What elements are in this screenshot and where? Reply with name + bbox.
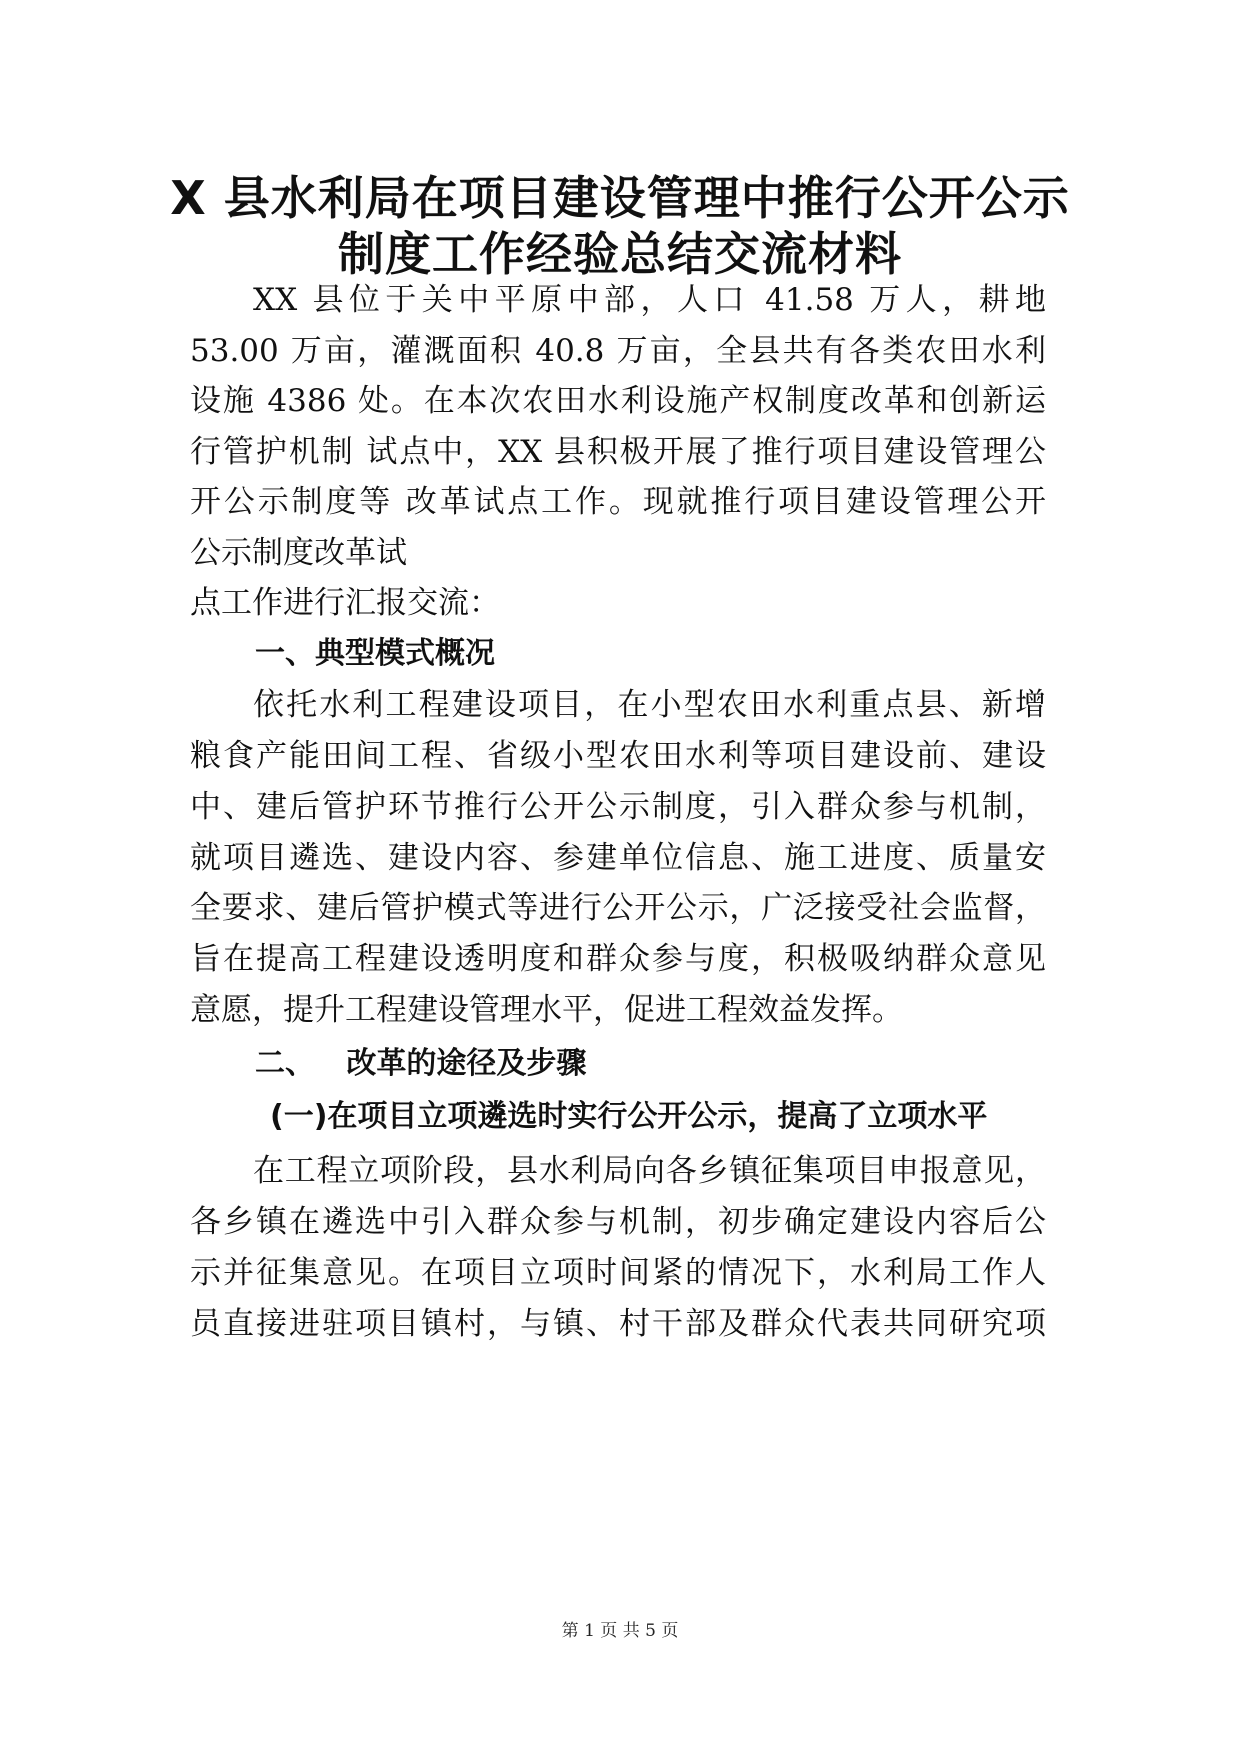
section-1-line: 依托水利工程建设项目，在小型农田水利重点县、新增 <box>253 687 1046 723</box>
section-1-line: 旨在提高工程建设透明度和群众参与度，积极吸纳群众意见 <box>190 941 1046 977</box>
section-1-heading: 一、典型模式概况 <box>255 636 495 671</box>
subsection-1-line: 员直接进驻项目镇村，与镇、村干部及群众代表共同研究项 <box>190 1306 1046 1342</box>
document-title-line-2: 制度工作经验总结交流材料 <box>338 227 902 281</box>
subsection-1-line: 在工程立项阶段，县水利局向各乡镇征集项目申报意见， <box>253 1153 1046 1189</box>
intro-line: XX 县位于关中平原中部，人口 41.58 万人，耕地 <box>253 282 1046 318</box>
subsection-1-line: 各乡镇在遴选中引入群众参与机制，初步确定建设内容后公 <box>190 1204 1046 1240</box>
section-2-heading: 二、 改革的途径及步骤 <box>255 1046 587 1081</box>
section-1-line: 意愿，提升工程建设管理水平，促进工程效益发挥。 <box>190 992 903 1028</box>
intro-line: 公示制度改革试 <box>190 535 407 571</box>
section-1-line: 中、建后管护环节推行公开公示制度，引入群众参与机制， <box>190 789 1046 825</box>
intro-line: 设施 4386 处。在本次农田水利设施产权制度改革和创新运 <box>190 383 1046 419</box>
section-1-line: 就项目遴选、建设内容、参建单位信息、施工进度、质量安 <box>190 840 1046 876</box>
intro-line: 53.00 万亩，灌溉面积 40.8 万亩，全县共有各类农田水利 <box>190 333 1046 369</box>
document-title-line-1: X 县水利局在项目建设管理中推行公开公示 <box>170 171 1070 225</box>
intro-line: 点工作进行汇报交流： <box>190 585 500 621</box>
subsection-1-heading: (一)在项目立项遴选时实行公开公示，提高了立项水平 <box>270 1099 988 1134</box>
intro-line: 行管护机制 试点中，XX 县积极开展了推行项目建设管理公 <box>190 434 1046 470</box>
intro-line: 开公示制度等 改革试点工作。现就推行项目建设管理公开 <box>190 484 1046 520</box>
subsection-1-line: 示并征集意见。在项目立项时间紧的情况下，水利局工作人 <box>190 1255 1046 1291</box>
page-number-footer: 第 1 页 共 5 页 <box>561 1621 679 1641</box>
section-1-line: 粮食产能田间工程、省级小型农田水利等项目建设前、建设 <box>190 738 1046 774</box>
section-1-line: 全要求、建后管护模式等进行公开公示，广泛接受社会监督， <box>190 890 1046 926</box>
